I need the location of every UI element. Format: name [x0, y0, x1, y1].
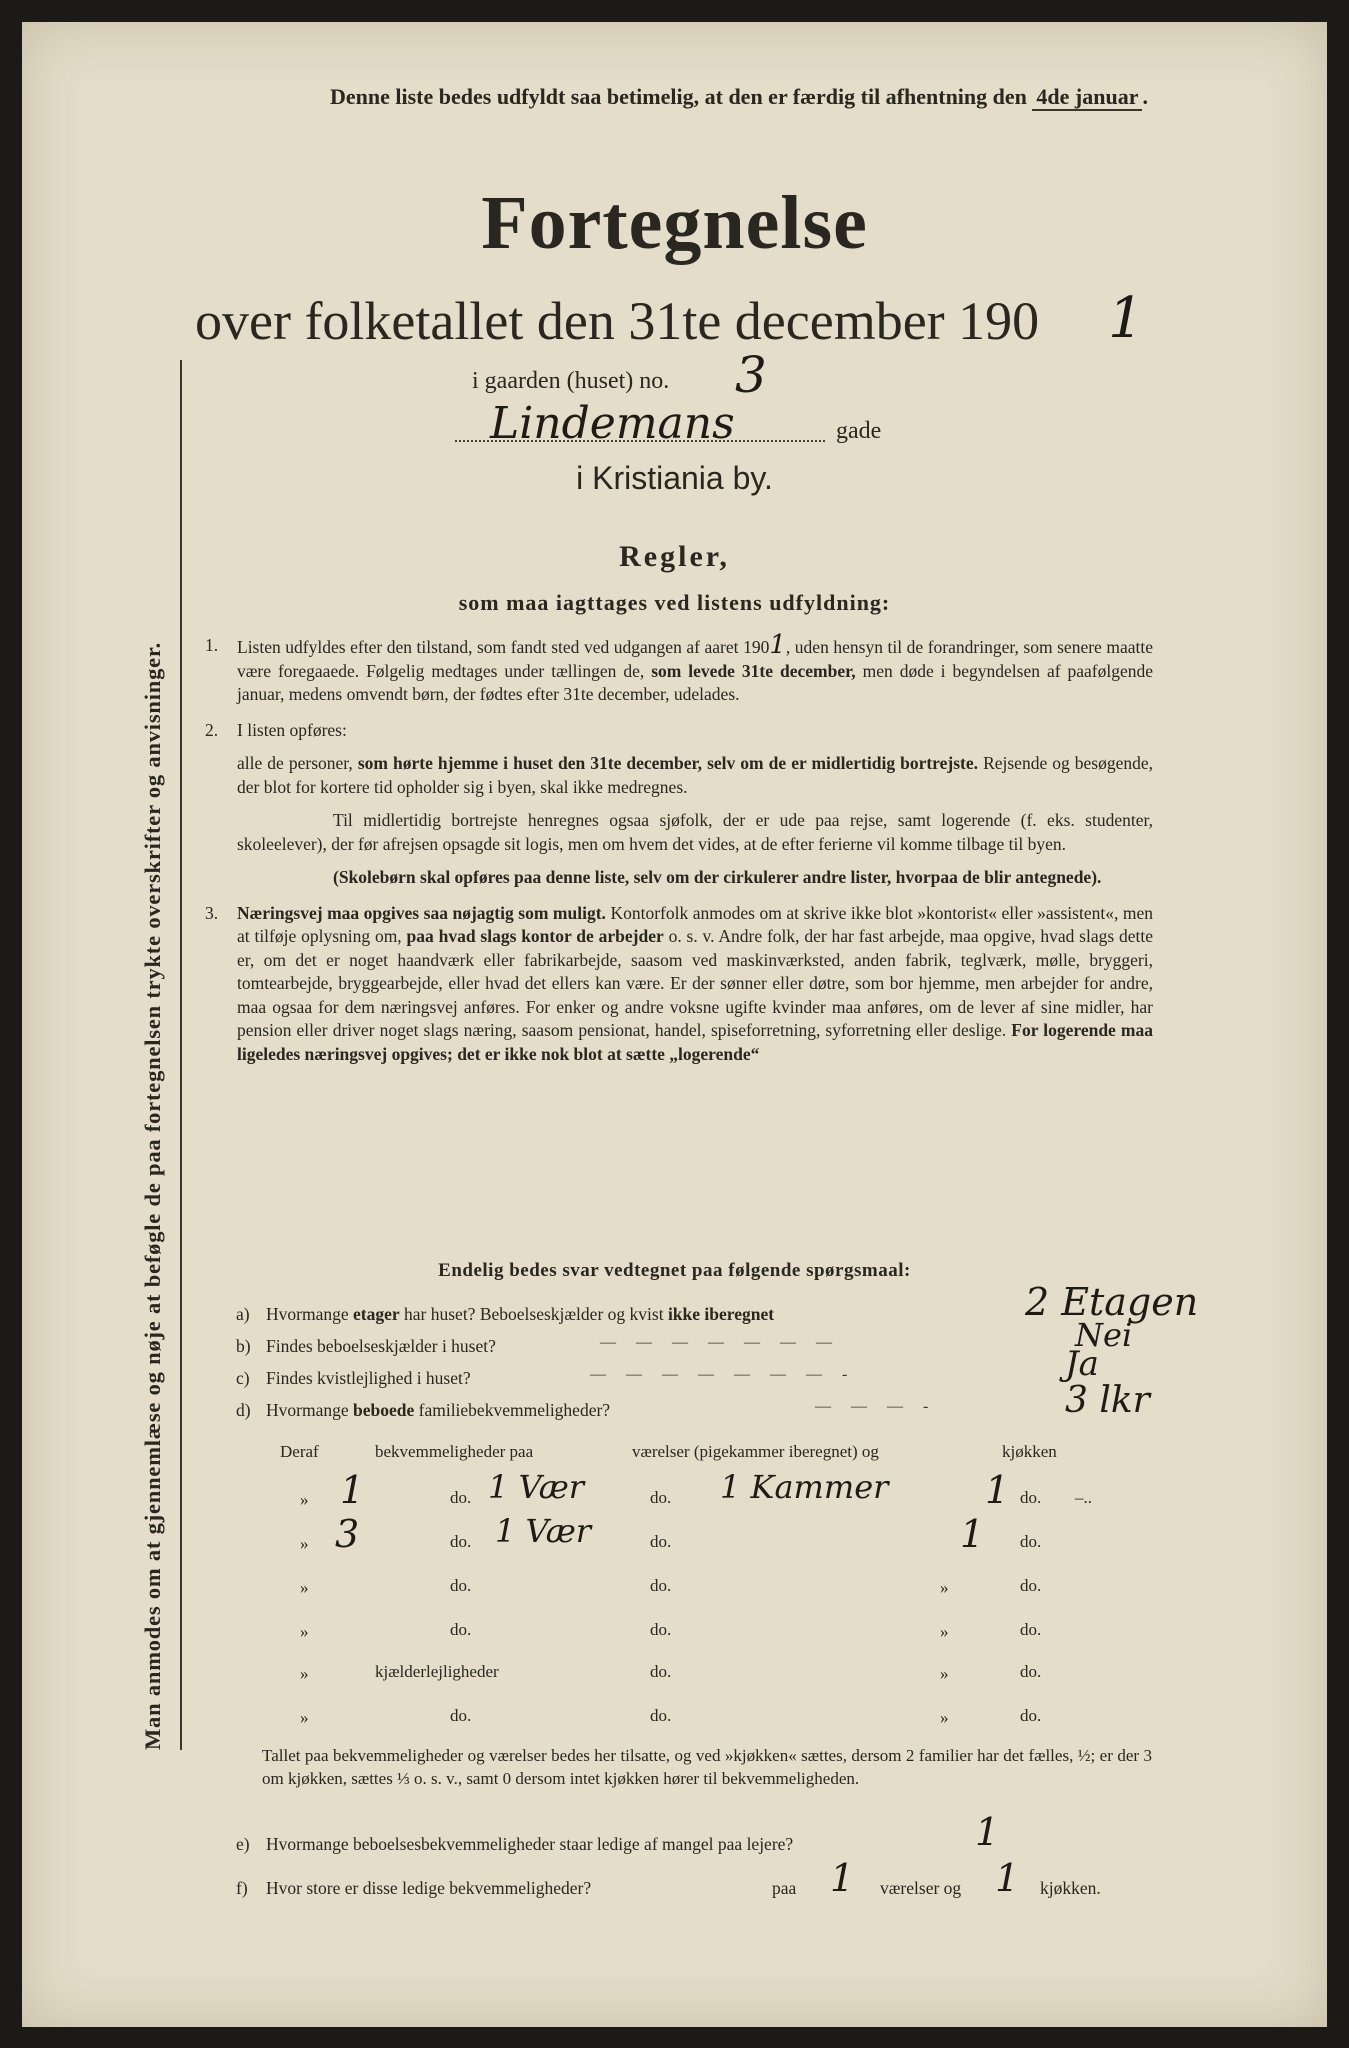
ditto-mark: »: [300, 1578, 309, 1597]
question-label: c): [236, 1368, 250, 1388]
row-1-kitchen: 1: [985, 1468, 1010, 1512]
question-a-text-2: har huset? Beboelseskjælder og kvist: [404, 1304, 664, 1324]
notice-text: Denne liste bedes udfyldt saa betimelig, at den er færdig til afhentning den: [330, 84, 1027, 109]
ditto: do.: [650, 1532, 672, 1551]
ditto: do.: [1020, 1576, 1042, 1595]
ditto: do.: [650, 1488, 672, 1507]
rule-3: [205, 902, 1153, 1067]
rule-3-bold-1: Næringsvej maa opgives saa nøjagtig som muligt.: [237, 902, 606, 923]
handwritten-house-number: 3: [735, 346, 767, 404]
ditto: do.: [650, 1706, 672, 1725]
handwritten-year-digit: 1: [1108, 286, 1144, 351]
rules-title: Regler,: [619, 540, 730, 573]
col-bekvemmeligheder: bekvemmeligheder paa: [375, 1442, 534, 1461]
question-e: [236, 1834, 793, 1855]
question-e-text: Hvormange beboelsesbekvemmeligheder staar ledige af mangel paa lejere?: [266, 1834, 794, 1854]
rules-subtitle: som maa iagttages ved listens udfyldning:: [458, 590, 891, 615]
dash-leader: — — — -: [815, 1398, 937, 1415]
f-vaerelser: værelser og: [880, 1878, 962, 1898]
ditto-mark: »: [300, 1490, 309, 1509]
row-1-extra: –..: [1075, 1488, 1092, 1507]
rule-1-text-c: men døde i begyndelsen af paafølgende januar, medens omvendt børn, der fødtes efter 31te december, udelades.: [237, 660, 1154, 704]
ditto: do.: [1020, 1662, 1042, 1681]
side-instruction: Man anmodes om at gjennemlæse og nøje at beføgle de paa fortegnelsen trykte overskrifter og anvisninger.: [140, 641, 165, 1750]
ditto: do.: [450, 1576, 472, 1595]
notice-date: 4de januar: [1032, 84, 1142, 111]
note-text: Tallet paa bekvemmeligheder og værelser bedes her tilsatte, og ved »kjøkken« sættes, dersom 2 familier har det fælles, ½; er der 3 om kjøkken, sættes ⅓ o. s. v., samt 0 dersom intet kjøkken hører til bekvemmeligheden.: [262, 1746, 1152, 1788]
question-d-bold: beboede: [353, 1400, 415, 1420]
row-1-maid-room: 1 Kammer: [720, 1468, 889, 1506]
question-d: [236, 1400, 610, 1421]
dash-leader: — — — — — — —: [600, 1334, 840, 1351]
answer-b: Nei: [1075, 1316, 1133, 1354]
ditto: do.: [650, 1620, 672, 1639]
answer-d: 3 lkr: [1065, 1380, 1150, 1421]
ditto-mark: »: [940, 1708, 949, 1727]
rule-2: [205, 719, 1153, 890]
rule-1-bold: som levede 31te december,: [651, 660, 856, 681]
question-d-text-1: Hvormange: [266, 1400, 349, 1420]
question-label: a): [236, 1304, 250, 1324]
row-2-count: 3: [335, 1512, 360, 1556]
question-label: f): [236, 1878, 248, 1898]
rule-2-text-b: Rejsende og besøgende, der blot for kortere tid opholder sig i byen, skal ikke medregnes.: [237, 753, 1154, 797]
col-kjokken: kjøkken: [1002, 1442, 1057, 1461]
ditto-mark: »: [300, 1622, 309, 1641]
subtitle: over folketallet den 31te december 190: [195, 291, 1040, 351]
f-paa: paa: [772, 1878, 797, 1898]
ditto: do.: [1020, 1706, 1042, 1725]
ditto: do.: [450, 1706, 472, 1725]
question-c-text: Findes kvistlejlighed i huset?: [266, 1368, 471, 1388]
rule-2-head: I listen opføres:: [237, 719, 347, 740]
col-deraf: Deraf: [280, 1442, 319, 1461]
row-2-rooms: 1 Vær: [495, 1512, 592, 1550]
question-a: [236, 1304, 774, 1325]
notice-end: .: [1142, 84, 1148, 109]
question-a-bold: etager: [353, 1304, 400, 1324]
ditto-mark: »: [940, 1622, 949, 1641]
ditto: do.: [1020, 1620, 1042, 1639]
row-1-count: 1: [340, 1468, 365, 1512]
rule-2-bold: som hørte hjemme i huset den 31te december, selv om de er midlertidig bortrejste.: [357, 753, 979, 773]
col-vaerelser: værelser (pigekammer iberegnet) og: [632, 1442, 879, 1461]
rule-1: [205, 630, 1154, 707]
rule-number: 2.: [205, 719, 219, 740]
rules-list: [205, 630, 1154, 1078]
answer-f-rooms: 1: [830, 1856, 855, 1900]
rule-1-text-a: Listen udfyldes efter den tilstand, som fandt sted ved udgangen af aaret 190: [237, 637, 770, 657]
rule-2-para-3: (Skolebørn skal opføres paa denne liste, selv om der cirkulerer andre lister, hvorpaa de blir antegnede).: [333, 867, 1102, 887]
ditto-mark: »: [940, 1664, 949, 1683]
page-title: Fortegnelse: [481, 181, 868, 265]
answer-c: Ja: [1065, 1344, 1099, 1384]
notice: [330, 80, 1160, 114]
gade-label: gade: [836, 418, 882, 444]
city-label: i Kristiania by.: [576, 460, 773, 496]
rule-3-bold-2: paa hvad slags kontor de arbejder: [406, 926, 664, 946]
ditto-mark: »: [940, 1578, 949, 1597]
answer-f-kitchens: 1: [995, 1856, 1020, 1900]
rule-number: 3.: [205, 902, 219, 923]
ditto: do.: [450, 1532, 472, 1551]
question-label: e): [236, 1834, 250, 1854]
row-2-kitchen: 1: [960, 1512, 985, 1556]
answer-a: 2 Etagen: [1025, 1280, 1199, 1324]
answer-e: 1: [975, 1810, 1000, 1854]
question-f-text: Hvor store er disse ledige bekvemmeligheder?: [266, 1878, 592, 1898]
ditto: do.: [450, 1620, 472, 1639]
question-b-text: Findes beboelseskjælder i huset?: [266, 1336, 496, 1356]
ditto: do.: [650, 1662, 672, 1681]
question-label: b): [236, 1336, 251, 1356]
question-f: [236, 1878, 591, 1899]
ditto: do.: [450, 1488, 472, 1507]
dash-leader: — — — — — — — -: [590, 1366, 856, 1383]
ditto: do.: [650, 1576, 672, 1595]
rule-2-para-2: Til midlertidig bortrejste henregnes ogsaa sjøfolk, der er ude paa rejse, samt logerende (f. eks. studenter, skoleelever), der før afrejsen opsagde sit logis, men om hvem det vides, at de efter ferierne vil komme tilbage til byen.: [237, 810, 1153, 854]
ditto-mark: »: [300, 1708, 309, 1727]
gaarden-label: i gaarden (huset) no.: [472, 368, 670, 394]
question-b: [236, 1336, 496, 1357]
rule-3-text-a: Kontorfolk anmodes om at skrive ikke blot »kontorist« eller »assistent«, men at tilføje oplysning om,: [237, 902, 1153, 946]
rule-2-text-a: alle de personer,: [237, 753, 353, 773]
rule-3-bold-3: For logerende maa ligeledes næringsvej opgives; det er ikke nok blot at sætte „logerende“: [237, 1020, 1153, 1064]
rule-1-text-b: , uden hensyn til de forandringer, som senere maatte være foregaaede. Følgelig medtages under tællingen de,: [237, 637, 1153, 681]
kjaelder-label: kjælderlejligheder: [375, 1662, 499, 1681]
ditto: do.: [1020, 1532, 1042, 1551]
question-label: d): [236, 1400, 251, 1420]
ditto: do.: [1020, 1488, 1042, 1507]
ditto-mark: »: [300, 1534, 309, 1553]
rule-1-handwritten: 1: [769, 630, 786, 660]
question-a-bold-2: ikke iberegnet: [667, 1304, 775, 1324]
row-1-rooms: 1 Vær: [488, 1468, 585, 1506]
f-kjokken: kjøkken.: [1040, 1878, 1101, 1898]
questions-heading: Endelig bedes svar vedtegnet paa følgende spørgsmaal:: [438, 1260, 911, 1281]
question-c: [236, 1368, 471, 1389]
rule-3-text-b: o. s. v. Andre folk, der har fast arbejde, maa opgive, hvad slags dette er, om det er noget haandværk eller fabrikarbejde, saasom ved maskinværksted, anden fabrik, teglværk, mølle, bryggeri, tomtearbejde, bryggearbejde, eller hvad det ellers kan være. Er der sønner eller døtre, som bor hjemme, men arbejder for andre, maa ogsaa for dem næringsvej anføres. For enker og andre voksne ugifte kvinder maa anføres, om de lever af sine midler, har pension eller driver noget slags næring, saasom pensionat, handel, spiseforretning, syforretning eller deslige.: [237, 926, 1154, 1040]
question-a-text-1: Hvormange: [266, 1304, 349, 1324]
ditto-mark: »: [300, 1664, 309, 1683]
question-d-text-2: familiebekvemmeligheder?: [418, 1400, 611, 1420]
rule-number: 1.: [205, 635, 219, 655]
handwritten-street: Lindemans: [490, 398, 735, 449]
